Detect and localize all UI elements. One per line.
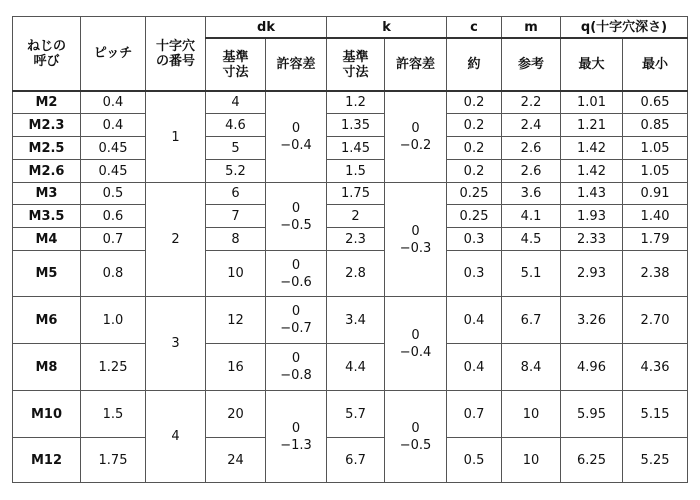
header-cross-no: 十字穴 の番号 <box>146 17 206 92</box>
dk-cell: 5 <box>206 137 266 160</box>
pitch-cell: 0.7 <box>81 228 146 251</box>
q-max-cell: 1.01 <box>561 91 623 114</box>
dk-cell: 4 <box>206 91 266 114</box>
header-dk: dk <box>206 17 327 39</box>
size-cell: M8 <box>13 344 81 391</box>
size-cell: M5 <box>13 251 81 297</box>
c-cell: 0.3 <box>447 251 502 297</box>
q-min-cell: 4.36 <box>623 344 688 391</box>
tolerance-upper: 0 <box>291 351 301 366</box>
tolerance-upper: 0 <box>291 304 301 319</box>
screw-spec-table <box>12 16 688 483</box>
header-q-min: 最小 <box>623 38 688 91</box>
c-cell: 0.25 <box>447 183 502 205</box>
header-c-approx: 約 <box>447 38 502 91</box>
k-tolerance-cell <box>385 183 447 297</box>
q-max-cell: 1.42 <box>561 160 623 183</box>
m-cell: 2.2 <box>502 91 561 114</box>
q-max-cell: 1.93 <box>561 205 623 228</box>
c-cell: 0.2 <box>447 114 502 137</box>
header-m: m <box>502 17 561 39</box>
q-min-cell: 0.91 <box>623 183 688 205</box>
c-cell: 0.2 <box>447 160 502 183</box>
c-cell: 0.5 <box>447 438 502 483</box>
q-min-cell: 1.05 <box>623 137 688 160</box>
k-cell: 1.45 <box>327 137 385 160</box>
q-min-cell: 5.15 <box>623 391 688 438</box>
table-row <box>13 183 688 205</box>
q-min-cell: 2.70 <box>623 297 688 344</box>
c-cell: 0.7 <box>447 391 502 438</box>
q-max-cell: 1.42 <box>561 137 623 160</box>
dk-cell: 6 <box>206 183 266 205</box>
k-cell: 3.4 <box>327 297 385 344</box>
cross-no-cell: 2 <box>146 183 206 297</box>
table-row <box>13 391 688 438</box>
header-row-top <box>13 17 688 39</box>
q-min-cell: 0.85 <box>623 114 688 137</box>
m-cell: 4.5 <box>502 228 561 251</box>
k-cell: 1.35 <box>327 114 385 137</box>
m-cell: 3.6 <box>502 183 561 205</box>
pitch-cell: 1.25 <box>81 344 146 391</box>
pitch-cell: 0.4 <box>81 114 146 137</box>
table-row <box>13 160 688 183</box>
pitch-cell: 0.4 <box>81 91 146 114</box>
dk-cell: 10 <box>206 251 266 297</box>
tolerance-lower: −0.6 <box>280 274 312 290</box>
tolerance-upper: 0 <box>411 121 420 136</box>
table-row <box>13 251 688 297</box>
tolerance-lower: −0.4 <box>280 138 312 153</box>
q-min-cell: 0.65 <box>623 91 688 114</box>
k-cell: 4.4 <box>327 344 385 391</box>
header-dk-tolerance: 許容差 <box>266 38 327 91</box>
k-cell: 6.7 <box>327 438 385 483</box>
k-cell: 2.8 <box>327 251 385 297</box>
dk-tolerance-cell <box>266 297 327 344</box>
tolerance-upper: 0 <box>291 121 301 136</box>
size-cell: M2 <box>13 91 81 114</box>
dk-cell: 12 <box>206 297 266 344</box>
q-max-cell: 6.25 <box>561 438 623 483</box>
dk-cell: 24 <box>206 438 266 483</box>
pitch-cell: 0.8 <box>81 251 146 297</box>
dk-cell: 16 <box>206 344 266 391</box>
pitch-cell: 1.5 <box>81 391 146 438</box>
k-cell: 2.3 <box>327 228 385 251</box>
k-cell: 5.7 <box>327 391 385 438</box>
table-row <box>13 297 688 344</box>
k-tolerance-cell <box>385 91 447 183</box>
header-k-tolerance: 許容差 <box>385 38 447 91</box>
m-cell: 6.7 <box>502 297 561 344</box>
tolerance-lower: −0.3 <box>399 240 432 256</box>
q-max-cell: 4.96 <box>561 344 623 391</box>
c-cell: 0.25 <box>447 205 502 228</box>
tolerance-lower: −0.4 <box>399 344 432 360</box>
k-cell: 2 <box>327 205 385 228</box>
q-min-cell: 2.38 <box>623 251 688 297</box>
q-max-cell: 2.33 <box>561 228 623 251</box>
cross-no-cell: 3 <box>146 297 206 391</box>
tolerance-upper: 0 <box>291 257 301 273</box>
table-row <box>13 205 688 228</box>
m-cell: 10 <box>502 391 561 438</box>
tolerance-lower: −1.3 <box>280 437 312 453</box>
pitch-cell: 1.0 <box>81 297 146 344</box>
size-cell: M3.5 <box>13 205 81 228</box>
header-k-basic: 基準 寸法 <box>327 38 385 91</box>
c-cell: 0.4 <box>447 344 502 391</box>
dk-tolerance-cell <box>266 91 327 183</box>
header-c: c <box>447 17 502 39</box>
size-cell: M2.5 <box>13 137 81 160</box>
q-min-cell: 1.79 <box>623 228 688 251</box>
tolerance-upper: 0 <box>411 420 420 436</box>
dk-tolerance-cell <box>266 251 327 297</box>
cross-no-cell: 1 <box>146 91 206 183</box>
m-cell: 2.6 <box>502 160 561 183</box>
dk-tolerance-cell <box>266 391 327 483</box>
q-max-cell: 3.26 <box>561 297 623 344</box>
pitch-cell: 0.6 <box>81 205 146 228</box>
size-cell: M2.6 <box>13 160 81 183</box>
k-cell: 1.2 <box>327 91 385 114</box>
header-m-reference: 参考 <box>502 38 561 91</box>
dk-tolerance-cell <box>266 183 327 251</box>
k-tolerance-cell <box>385 297 447 391</box>
m-cell: 2.6 <box>502 137 561 160</box>
tolerance-lower: −0.7 <box>280 321 312 336</box>
size-cell: M3 <box>13 183 81 205</box>
table-row <box>13 344 688 391</box>
k-tolerance-cell <box>385 391 447 483</box>
header-dk-basic: 基準 寸法 <box>206 38 266 91</box>
tolerance-lower: −0.8 <box>280 368 312 383</box>
header-size: ねじの 呼び <box>13 17 81 92</box>
header-q: q(十字穴深さ) <box>561 17 688 39</box>
c-cell: 0.2 <box>447 91 502 114</box>
header-pitch: ピッチ <box>81 17 146 92</box>
q-max-cell: 1.21 <box>561 114 623 137</box>
tolerance-lower: −0.5 <box>399 437 432 453</box>
table-row <box>13 228 688 251</box>
q-min-cell: 5.25 <box>623 438 688 483</box>
tolerance-lower: −0.5 <box>280 217 312 233</box>
dk-cell: 8 <box>206 228 266 251</box>
size-cell: M2.3 <box>13 114 81 137</box>
size-cell: M4 <box>13 228 81 251</box>
table-row <box>13 137 688 160</box>
pitch-cell: 0.45 <box>81 137 146 160</box>
table-row <box>13 438 688 483</box>
k-cell: 1.75 <box>327 183 385 205</box>
dk-cell: 4.6 <box>206 114 266 137</box>
c-cell: 0.2 <box>447 137 502 160</box>
k-cell: 1.5 <box>327 160 385 183</box>
header-q-max: 最大 <box>561 38 623 91</box>
m-cell: 10 <box>502 438 561 483</box>
tolerance-lower: −0.2 <box>399 138 432 153</box>
size-cell: M6 <box>13 297 81 344</box>
dk-cell: 7 <box>206 205 266 228</box>
q-min-cell: 1.05 <box>623 160 688 183</box>
tolerance-upper: 0 <box>291 420 301 436</box>
header-k: k <box>327 17 447 39</box>
m-cell: 8.4 <box>502 344 561 391</box>
size-cell: M12 <box>13 438 81 483</box>
size-cell: M10 <box>13 391 81 438</box>
pitch-cell: 0.5 <box>81 183 146 205</box>
q-max-cell: 5.95 <box>561 391 623 438</box>
dk-tolerance-cell <box>266 344 327 391</box>
tolerance-upper: 0 <box>291 200 301 216</box>
pitch-cell: 0.45 <box>81 160 146 183</box>
dk-cell: 5.2 <box>206 160 266 183</box>
table-row <box>13 91 688 114</box>
table-row <box>13 114 688 137</box>
dk-cell: 20 <box>206 391 266 438</box>
pitch-cell: 1.75 <box>81 438 146 483</box>
m-cell: 4.1 <box>502 205 561 228</box>
c-cell: 0.4 <box>447 297 502 344</box>
c-cell: 0.3 <box>447 228 502 251</box>
tolerance-upper: 0 <box>411 327 420 343</box>
q-min-cell: 1.40 <box>623 205 688 228</box>
q-max-cell: 1.43 <box>561 183 623 205</box>
cross-no-cell: 4 <box>146 391 206 483</box>
m-cell: 5.1 <box>502 251 561 297</box>
q-max-cell: 2.93 <box>561 251 623 297</box>
tolerance-upper: 0 <box>411 223 420 239</box>
m-cell: 2.4 <box>502 114 561 137</box>
